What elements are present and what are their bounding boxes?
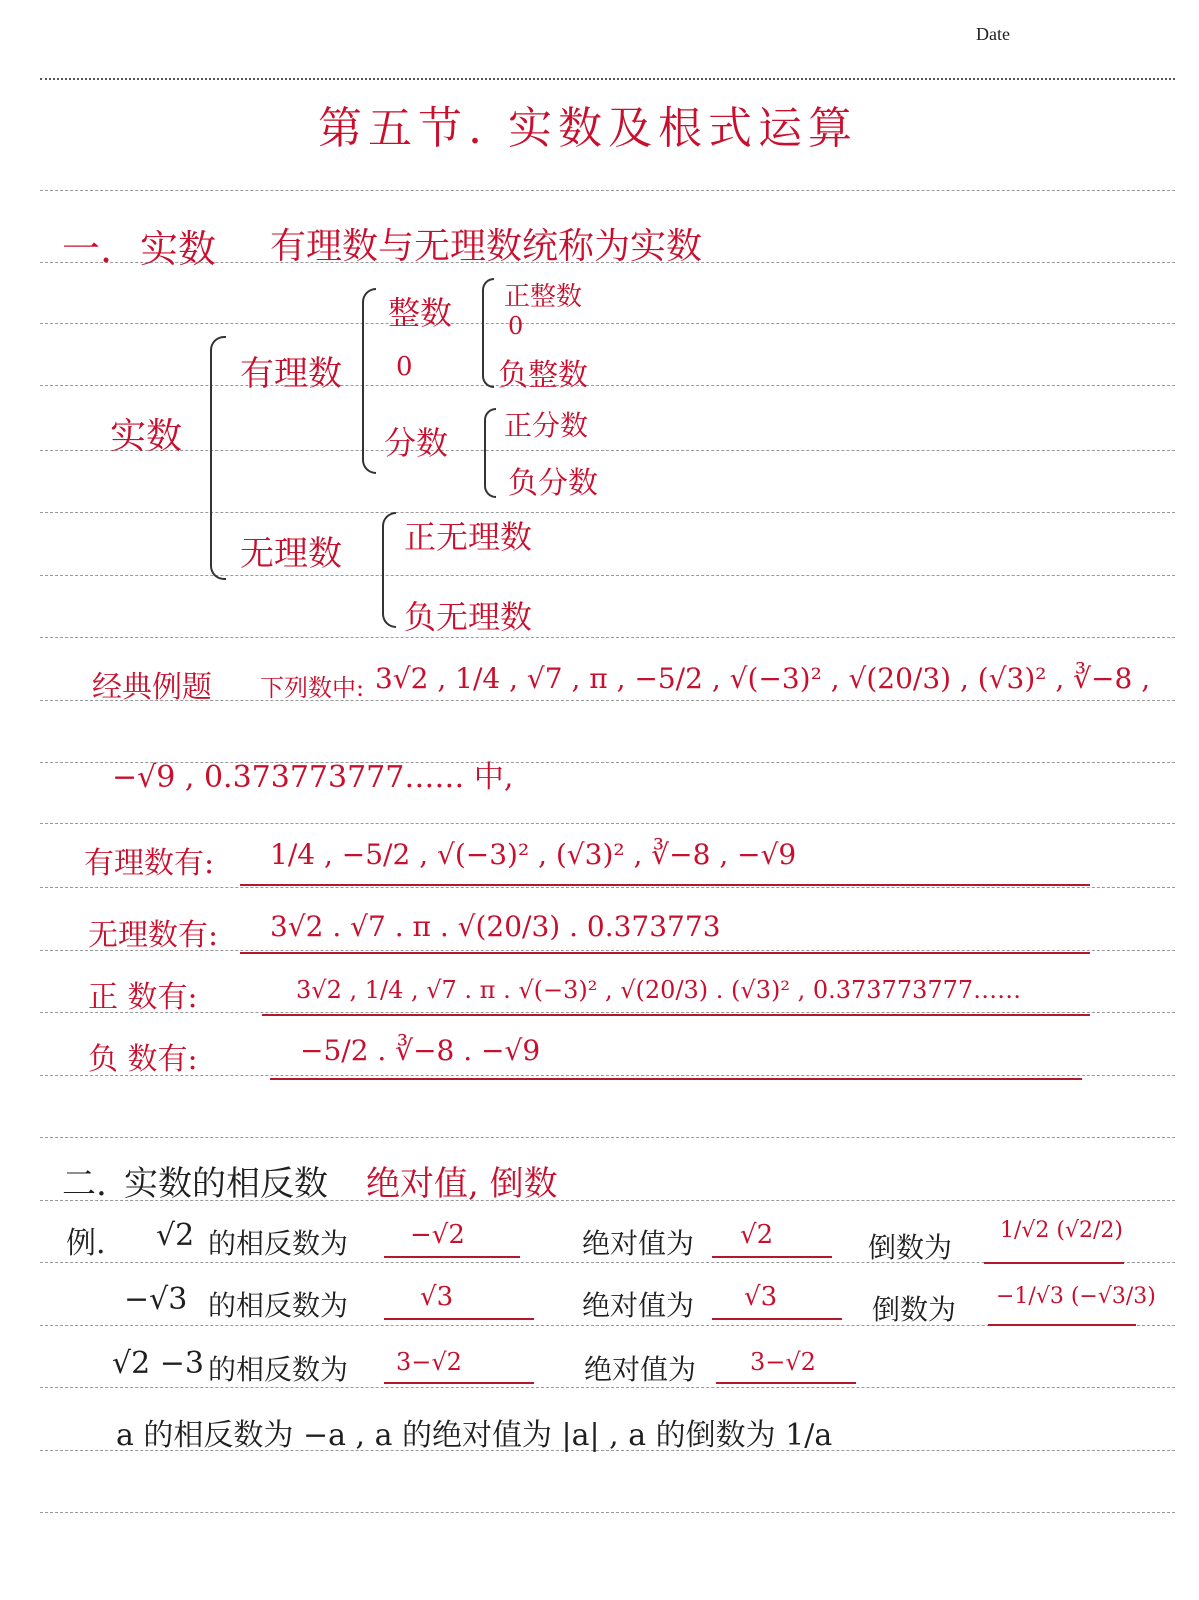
answer-positive-value: 3√2 , 1/4 , √7 . π . √(−3)² , √(20/3) . (√3)² , 0.373773777…… xyxy=(296,976,1022,1004)
answer-positive-label: 正 数有: xyxy=(88,980,198,1015)
tree-negative-integer: 负整数 xyxy=(498,358,588,393)
tree-positive-integer: 正整数 xyxy=(504,282,583,312)
summary-rule: a 的相反数为 −a , a 的绝对值为 |a| , a 的倒数为 1/a xyxy=(116,1418,833,1453)
tree-zero: 0 xyxy=(508,312,524,340)
ruled-line xyxy=(40,323,1175,324)
ruled-line xyxy=(40,887,1175,888)
ruled-line xyxy=(40,1512,1175,1513)
blank-underline xyxy=(712,1318,842,1320)
blank-underline xyxy=(716,1382,856,1384)
page-top-rule xyxy=(40,78,1175,80)
tree-negative-irrational: 负无理数 xyxy=(404,598,533,636)
answer-rational-label: 有理数有: xyxy=(84,846,215,881)
blank-underline xyxy=(988,1324,1136,1326)
row2-opposite-label: 的相反数为 xyxy=(208,1289,349,1322)
row2-opposite-value: √3 xyxy=(420,1282,454,1312)
row2-abs-label: 绝对值为 xyxy=(582,1289,695,1322)
row2-reciprocal-label: 倒数为 xyxy=(872,1293,957,1326)
integer-brace xyxy=(482,278,494,388)
row3-abs-value: 3−√2 xyxy=(750,1348,816,1376)
tree-integer: 整数 xyxy=(388,294,453,332)
row1-abs-value: √2 xyxy=(740,1220,774,1250)
blank-underline xyxy=(984,1262,1124,1264)
answer-underline xyxy=(262,1014,1090,1016)
ruled-line xyxy=(40,575,1175,576)
row1-opposite-value: −√2 xyxy=(410,1220,465,1250)
section1-description: 有理数与无理数统称为实数 xyxy=(270,226,703,267)
blank-underline xyxy=(712,1256,832,1258)
tree-root-real: 实数 xyxy=(110,416,183,457)
ruled-line xyxy=(40,823,1175,824)
answer-underline xyxy=(270,1078,1082,1080)
example-label: 经典例题 xyxy=(92,670,212,705)
row1-reciprocal-label: 倒数为 xyxy=(868,1231,953,1264)
row2-abs-value: √3 xyxy=(744,1282,778,1312)
rational-brace xyxy=(362,288,376,474)
answer-irrational-label: 无理数有: xyxy=(88,918,219,953)
answer-underline xyxy=(240,884,1090,886)
row1-expression: √2 xyxy=(156,1218,195,1253)
root-brace xyxy=(210,336,226,580)
section2-heading-opposite: 实数的相反数 xyxy=(124,1164,328,1204)
tree-fraction: 分数 xyxy=(384,424,449,462)
row1-reciprocal-value: 1/√2 (√2/2) xyxy=(1000,1218,1124,1243)
row3-expression: √2 −3 xyxy=(112,1346,204,1381)
example-items-line2: −√9 , 0.373773777…… 中, xyxy=(112,760,514,795)
answer-underline xyxy=(240,952,1090,954)
answer-rational-value: 1/4 , −5/2 , √(−3)² , (√3)² , ∛−8 , −√9 xyxy=(270,838,797,871)
section1-number: 一. xyxy=(62,227,113,271)
section2-heading-abs-reciprocal: 绝对值, 倒数 xyxy=(366,1164,558,1204)
row3-opposite-label: 的相反数为 xyxy=(208,1353,349,1386)
answer-irrational-value: 3√2 . √7 . π . √(20/3) . 0.373773 xyxy=(270,910,721,943)
tree-positive-irrational: 正无理数 xyxy=(404,518,533,556)
tree-rational: 有理数 xyxy=(240,354,342,394)
row3-abs-label: 绝对值为 xyxy=(584,1353,697,1386)
ruled-line xyxy=(40,1012,1175,1013)
answer-negative-value: −5/2 . ∛−8 . −√9 xyxy=(300,1034,541,1067)
row3-opposite-value: 3−√2 xyxy=(396,1348,462,1376)
tree-irrational: 无理数 xyxy=(240,534,342,574)
blank-underline xyxy=(384,1318,534,1320)
example-items-line1: 3√2 , 1/4 , √7 , π , −5/2 , √(−3)² , √(20/3) , (√3)² , ∛−8 , xyxy=(375,662,1151,695)
section2-number: 二. xyxy=(62,1164,107,1204)
ruled-line xyxy=(40,637,1175,638)
row2-reciprocal-value: −1/√3 (−√3/3) xyxy=(996,1284,1156,1309)
irrational-brace xyxy=(382,512,396,628)
blank-underline xyxy=(384,1256,520,1258)
page-title: 第五节. 实数及根式运算 xyxy=(318,103,858,154)
answer-negative-label: 负 数有: xyxy=(88,1042,198,1077)
ruled-line xyxy=(40,190,1175,191)
row2-expression: −√3 xyxy=(124,1282,188,1317)
example-intro: 下列数中: xyxy=(260,674,365,702)
tree-positive-fraction: 正分数 xyxy=(504,409,589,442)
row1-abs-label: 绝对值为 xyxy=(582,1227,695,1260)
example-prefix: 例. xyxy=(66,1226,106,1261)
row1-opposite-label: 的相反数为 xyxy=(208,1227,349,1260)
blank-underline xyxy=(384,1382,534,1384)
section1-heading: 实数 xyxy=(140,227,217,271)
ruled-line xyxy=(40,1137,1175,1138)
tree-negative-fraction: 负分数 xyxy=(508,466,598,501)
date-label: Date xyxy=(976,24,1010,44)
fraction-brace xyxy=(484,408,496,498)
ruled-line xyxy=(40,1075,1175,1076)
tree-zero-mid: 0 xyxy=(396,352,413,382)
